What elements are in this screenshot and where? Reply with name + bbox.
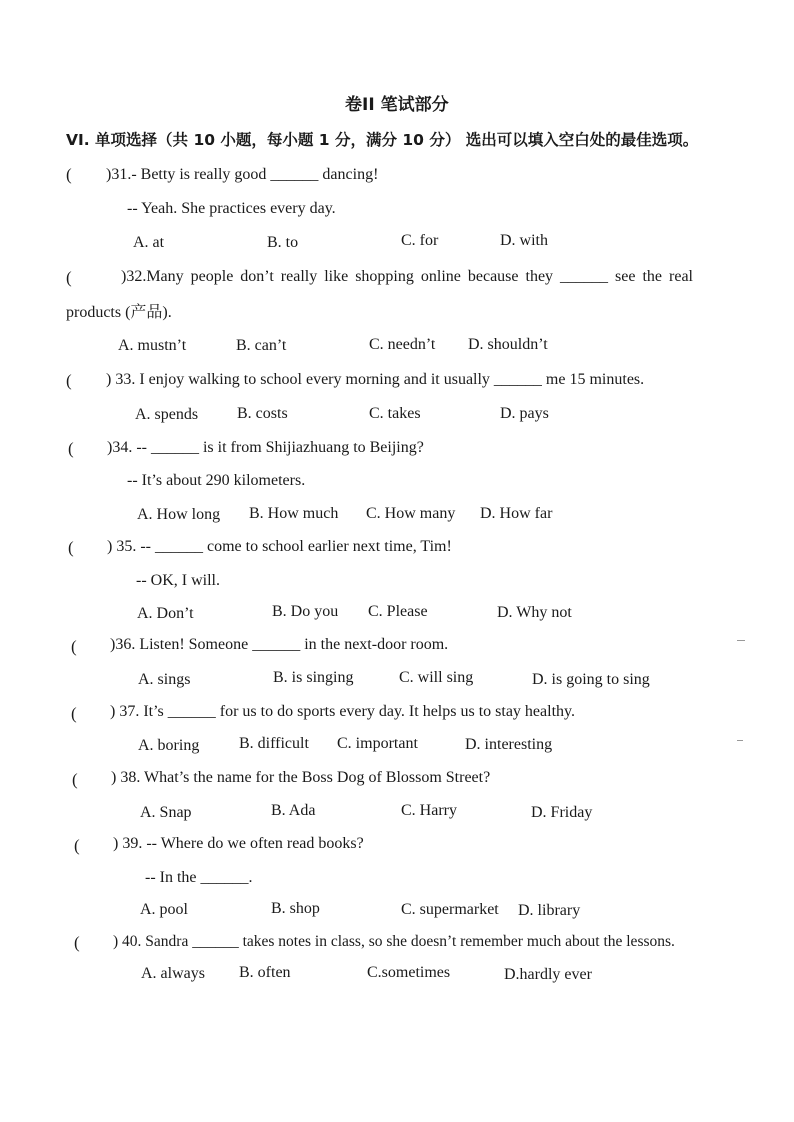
option-b: B. shop: [271, 900, 320, 917]
option-c: C. needn’t: [369, 336, 436, 353]
question-stem: )32.Many people don’t really like shopping online because they ______ see the real: [121, 268, 693, 285]
option-d: D. with: [500, 232, 548, 249]
answer-paren[interactable]: (: [74, 933, 80, 952]
option-d: D. library: [518, 902, 581, 919]
question-stem-continued: products (产品).: [66, 304, 172, 321]
question-stem: )34. -- ______ is it from Shijiazhuang to Beijing?: [107, 439, 424, 456]
option-c: C. Harry: [401, 802, 457, 819]
answer-paren[interactable]: (: [68, 439, 74, 458]
option-c: C. How many: [366, 505, 456, 522]
answer-paren[interactable]: (: [66, 165, 72, 184]
option-c: C.sometimes: [367, 964, 451, 981]
answer-paren[interactable]: (: [72, 770, 78, 789]
question-stem: ) 39. -- Where do we often read books?: [113, 835, 364, 852]
option-c: C. Please: [368, 603, 428, 620]
option-a: A. How long: [137, 506, 221, 523]
option-a: A. pool: [140, 901, 188, 918]
option-b: B. can’t: [236, 337, 287, 354]
question-reply: -- It’s about 290 kilometers.: [127, 472, 306, 489]
option-d: D. interesting: [465, 736, 553, 753]
option-a: A. at: [133, 234, 165, 251]
option-b: B. often: [239, 964, 291, 981]
option-a: A. always: [141, 965, 205, 982]
option-c: C. important: [337, 735, 418, 752]
option-a: A. Snap: [140, 804, 192, 821]
answer-paren[interactable]: (: [74, 836, 80, 855]
option-d: D. Why not: [497, 604, 572, 621]
option-d: D. is going to sing: [532, 671, 650, 688]
page-title: 卷II 笔试部分: [345, 95, 449, 115]
answer-paren[interactable]: (: [71, 704, 77, 723]
question-stem: ) 38. What’s the name for the Boss Dog of Blossom Street?: [111, 769, 491, 786]
question-stem: ) 37. It’s ______ for us to do sports every day. It helps us to stay healthy.: [110, 703, 575, 720]
option-a: A. Don’t: [137, 605, 194, 622]
question-stem: )36. Listen! Someone ______ in the next-door room.: [110, 636, 449, 653]
option-c: C. for: [401, 232, 439, 249]
question-reply: -- Yeah. She practices every day.: [127, 200, 336, 217]
option-b: B. costs: [237, 405, 288, 422]
answer-paren[interactable]: (: [66, 371, 72, 390]
option-d: D. pays: [500, 405, 549, 422]
section-header: VI. 单项选择（共 10 小题，每小题 1 分，满分 10 分） 选出可以填入空白处的最佳选项。: [66, 131, 699, 149]
scan-speck: [737, 640, 745, 641]
option-c: C. takes: [369, 405, 421, 422]
option-c: C. will sing: [399, 669, 474, 686]
question-reply: -- OK, I will.: [136, 572, 220, 589]
option-c: C. supermarket: [401, 901, 499, 918]
option-a: A. mustn’t: [118, 337, 187, 354]
answer-paren[interactable]: (: [71, 637, 77, 656]
option-b: B. to: [267, 234, 299, 251]
question-stem: )31.- Betty is really good ______ dancing!: [106, 166, 379, 183]
option-d: D. How far: [480, 505, 553, 522]
option-d: D. Friday: [531, 804, 593, 821]
option-d: D. shouldn’t: [468, 336, 548, 353]
option-b: B. is singing: [273, 669, 354, 686]
option-b: B. How much: [249, 505, 339, 522]
option-b: B. Ada: [271, 802, 316, 819]
option-d: D.hardly ever: [504, 966, 592, 983]
question-stem: ) 33. I enjoy walking to school every morning and it usually ______ me 15 minutes.: [106, 371, 645, 388]
answer-paren[interactable]: (: [68, 538, 74, 557]
scan-speck: [737, 740, 743, 741]
option-a: A. sings: [138, 671, 191, 688]
question-stem: ) 35. -- ______ come to school earlier next time, Tim!: [107, 538, 452, 555]
question-reply: -- In the ______.: [145, 869, 253, 886]
option-a: A. spends: [135, 406, 199, 423]
option-b: B. difficult: [239, 735, 309, 752]
option-b: B. Do you: [272, 603, 339, 620]
question-stem: ) 40. Sandra ______ takes notes in class, so she doesn’t remember much about the lessons.: [113, 933, 675, 950]
option-a: A. boring: [138, 737, 200, 754]
answer-paren[interactable]: (: [66, 268, 72, 287]
